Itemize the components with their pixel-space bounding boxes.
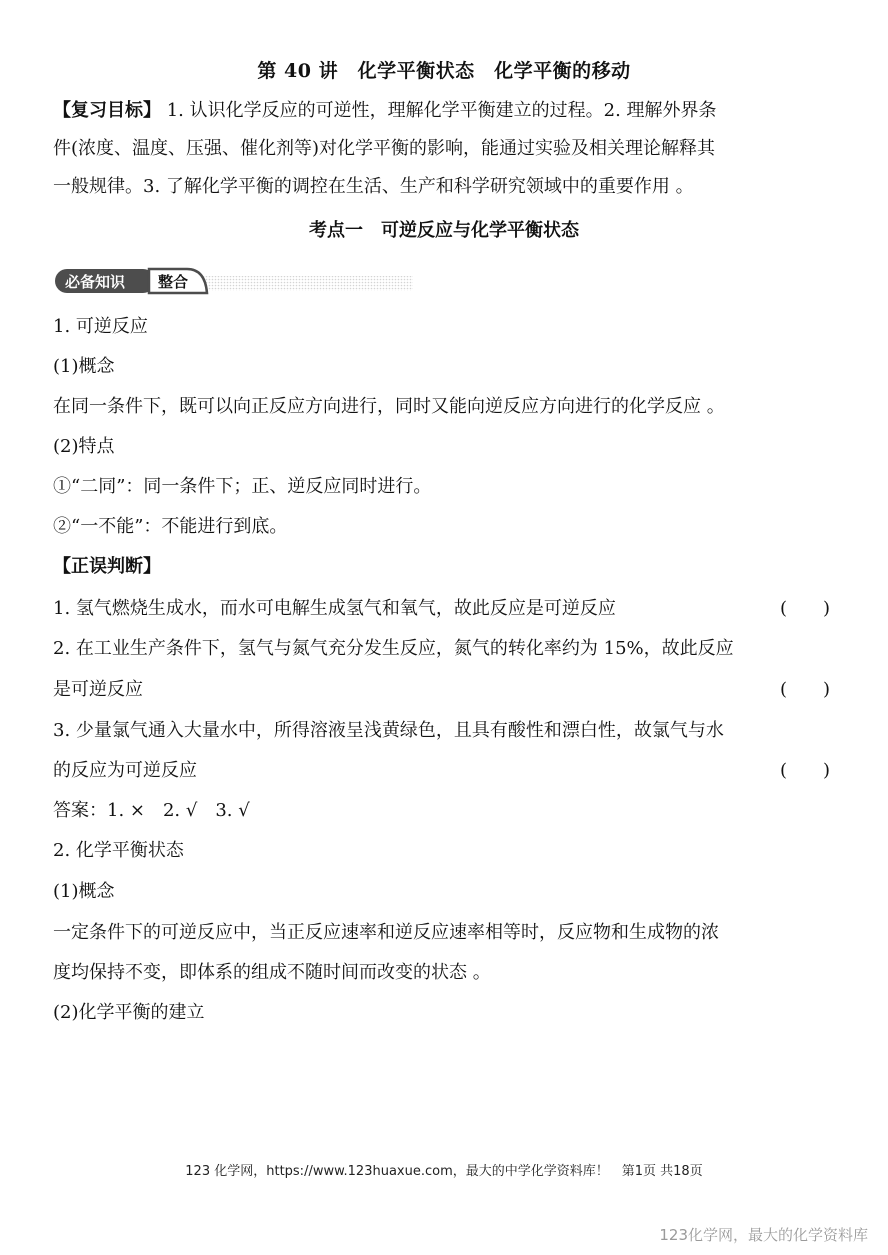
review-goals-line-2: 件(浓度、温度、压强、催化剂等)对化学平衡的影响，能通过实验及相关理论解释其 [53,138,716,159]
judge-label: 【正误判断】 [53,556,161,577]
s1-feature-label: (2)特点 [53,436,115,457]
banner-stripe [195,276,413,291]
review-goals-text-1: 1. 认识化学反应的可逆性，理解化学平衡建立的过程。2. 理解外界条 [161,100,717,121]
page-footer: 123 化学网，https://www.123huaxue.com，最大的中学化学资料库！ 第1页 共18页 [185,1164,703,1179]
judge-q2-blank: ( ) [779,679,830,700]
s1-concept-label: (1)概念 [53,356,115,377]
judge-q3-line-2: 的反应为可逆反应 [53,760,197,781]
judge-answer: 答案：1. × 2. √ 3. √ [53,800,250,821]
knowledge-banner [55,266,415,296]
page-title: 第 40 讲 化学平衡状态 化学平衡的移动 [257,60,631,82]
judge-q3-blank: ( ) [779,760,830,781]
judge-q1-blank: ( ) [779,598,830,619]
s1-concept-text: 在同一条件下，既可以向正反应方向进行，同时又能向逆反应方向进行的化学反应 。 [53,396,725,417]
judge-q2-line-2: 是可逆反应 [53,679,143,700]
s2-heading: 2. 化学平衡状态 [53,840,184,861]
s2-concept-line-1: 一定条件下的可逆反应中，当正反应速率和逆反应速率相等时，反应物和生成物的浓 [53,922,719,943]
s1-heading: 1. 可逆反应 [53,316,148,337]
watermark: 123化学网，最大的化学资料库 [659,1226,868,1244]
judge-q2-line-1: 2. 在工业生产条件下，氢气与氮气充分发生反应，氮气的转化率约为 15%，故此反应 [53,638,734,659]
s2-build-label: (2)化学平衡的建立 [53,1002,205,1023]
review-goals-line-3: 一般规律。3. 了解化学平衡的调控在生活、生产和科学研究领域中的重要作用 。 [53,176,694,197]
judge-q1: 1. 氢气燃烧生成水，而水可电解生成氢气和氧气，故此反应是可逆反应 [53,598,616,619]
banner-left-text: 必备知识 [65,273,126,291]
review-goals-label: 【复习目标】 [53,100,161,121]
s1-feature-2: ②“一不能”：不能进行到底。 [53,516,288,537]
s2-concept-line-2: 度均保持不变，即体系的组成不随时间而改变的状态 。 [53,962,491,983]
banner-right-text: 整合 [158,273,189,291]
section-title: 考点一 可逆反应与化学平衡状态 [309,220,579,241]
judge-q3-line-1: 3. 少量氯气通入大量水中，所得溶液呈浅黄绿色，且具有酸性和漂白性，故氯气与水 [53,720,724,741]
s2-concept-label: (1)概念 [53,881,115,902]
s1-feature-1: ①“二同”：同一条件下；正、逆反应同时进行。 [53,476,432,497]
review-goals-line-1 [53,98,843,124]
